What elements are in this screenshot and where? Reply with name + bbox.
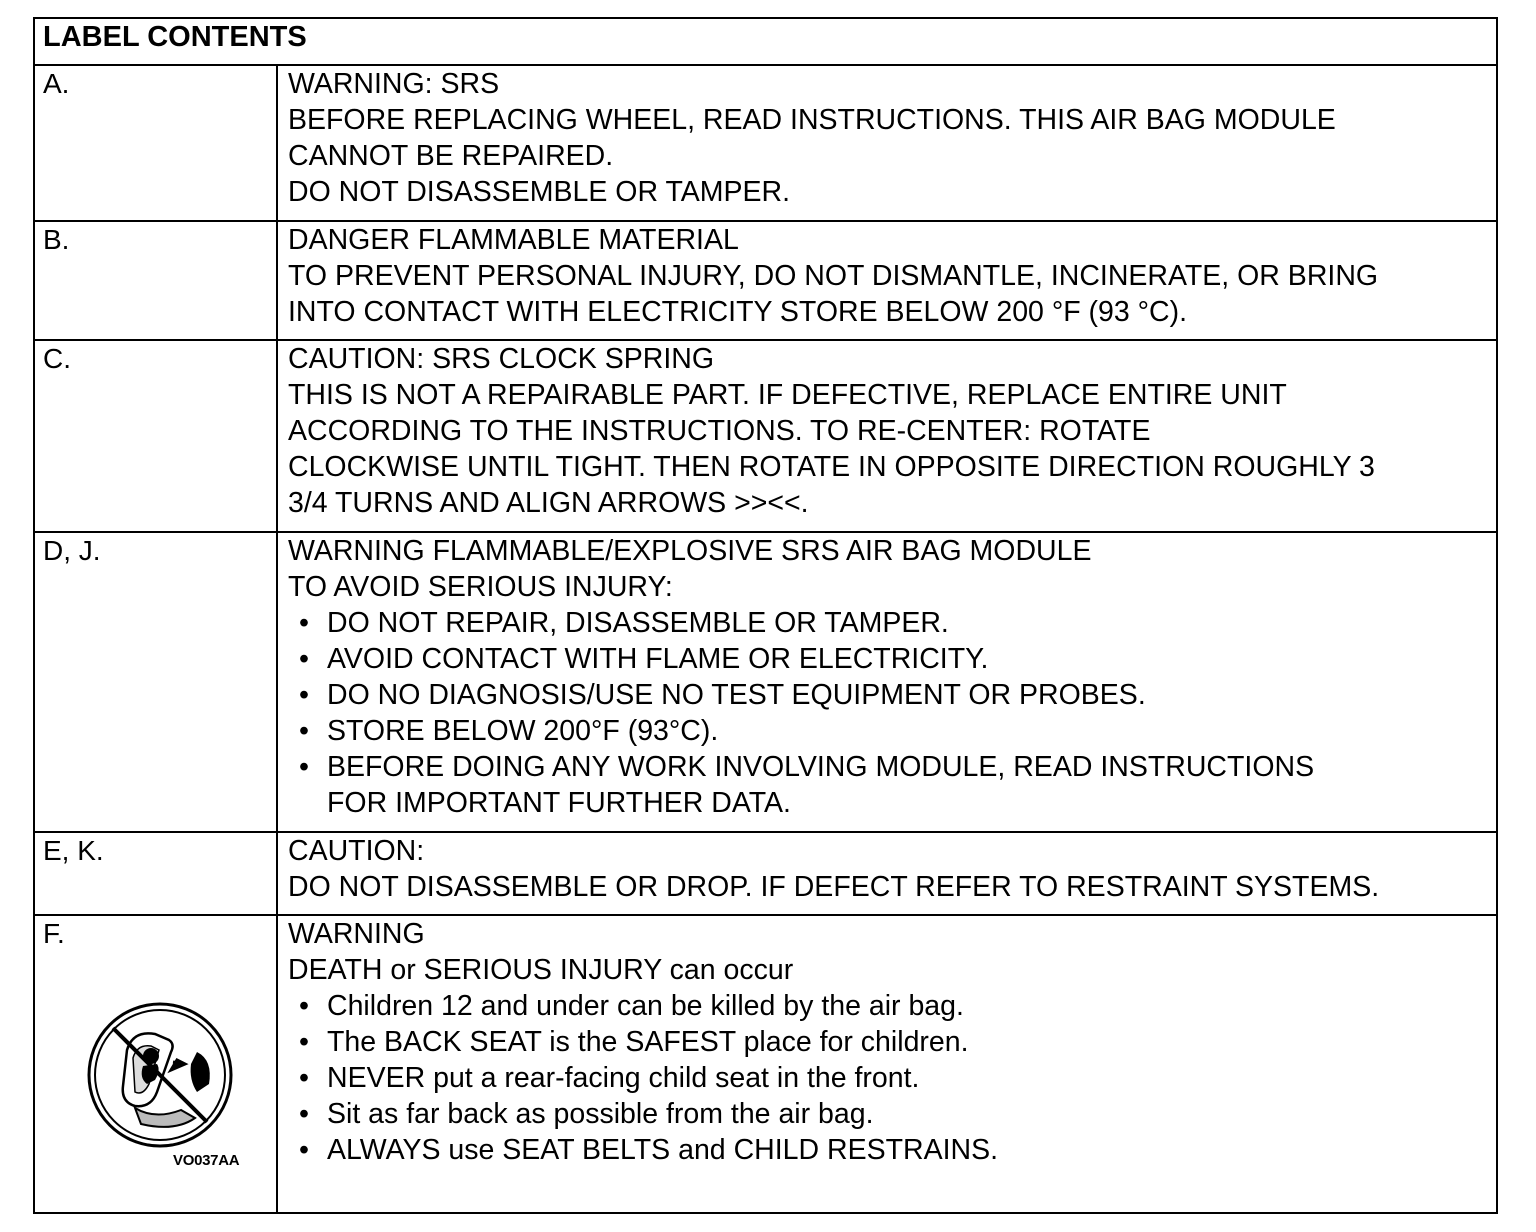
bullet-item [288, 641, 1496, 677]
bullet-item [288, 1024, 1496, 1060]
bullet-text: Children 12 and under can be killed by the air bag. [327, 990, 964, 1022]
row-line: DEATH or SERIOUS INJURY can occur [288, 954, 794, 986]
row-line: WARNING: SRS [288, 68, 500, 100]
bullet-item [288, 749, 1496, 785]
bullet-item [288, 1060, 1496, 1096]
bullet-item [288, 1096, 1496, 1132]
row-line: TO PREVENT PERSONAL INJURY, DO NOT DISMANTLE, INCINERATE, OR BRING [288, 260, 1379, 292]
bullet-text: The BACK SEAT is the SAFEST place for children. [327, 1026, 969, 1058]
table-row-f [35, 916, 1496, 1212]
row-key: B. [35, 222, 278, 339]
table-row-c [35, 341, 1496, 533]
table-header: LABEL CONTENTS [35, 19, 1496, 66]
row-line: 3/4 TURNS AND ALIGN ARROWS >><<. [288, 487, 809, 519]
no-rear-facing-child-seat-icon [85, 1000, 235, 1150]
bullet-icon: • [299, 715, 309, 747]
row-line: CANNOT BE REPAIRED. [288, 140, 614, 172]
bullet-text: DO NOT REPAIR, DISASSEMBLE OR TAMPER. [327, 607, 949, 639]
bullet-icon: • [299, 1062, 309, 1094]
row-key: D, J. [35, 533, 278, 831]
row-line: DO NOT DISASSEMBLE OR DROP. IF DEFECT REFER TO RESTRAINT SYSTEMS. [288, 871, 1380, 903]
row-content [278, 341, 1496, 531]
row-key [35, 916, 278, 1212]
row-key-label: F. [43, 918, 65, 949]
bullet-text: STORE BELOW 200°F (93°C). [327, 715, 719, 747]
bullet-item [288, 677, 1496, 713]
bullet-icon: • [299, 990, 309, 1022]
bullet-item [288, 1132, 1496, 1168]
bullet-icon: • [299, 607, 309, 639]
row-content [278, 66, 1496, 220]
bullet-text: BEFORE DOING ANY WORK INVOLVING MODULE, READ INSTRUCTIONS [327, 751, 1315, 783]
table-row-a [35, 66, 1496, 222]
bullet-text: DO NO DIAGNOSIS/USE NO TEST EQUIPMENT OR PROBES. [327, 679, 1146, 711]
table-row-e-k [35, 833, 1496, 916]
bullet-text: ALWAYS use SEAT BELTS and CHILD RESTRAINS. [327, 1134, 999, 1166]
row-line: TO AVOID SERIOUS INJURY: [288, 571, 673, 603]
row-line: WARNING [288, 918, 425, 950]
row-line: ACCORDING TO THE INSTRUCTIONS. TO RE-CENTER: ROTATE [288, 415, 1151, 447]
table-row-d-j [35, 533, 1496, 833]
row-line: CAUTION: [288, 835, 425, 867]
bullet-icon: • [299, 679, 309, 711]
bullet-icon: • [299, 1134, 309, 1166]
row-key: E, K. [35, 833, 278, 914]
bullet-icon: • [299, 1026, 309, 1058]
row-line: INTO CONTACT WITH ELECTRICITY STORE BELOW 200 °F (93 °C). [288, 296, 1188, 328]
bullet-icon: • [299, 1098, 309, 1130]
bullet-text: NEVER put a rear-facing child seat in the front. [327, 1062, 920, 1094]
bullet-item [288, 713, 1496, 749]
row-content [278, 222, 1496, 339]
row-line: THIS IS NOT A REPAIRABLE PART. IF DEFECTIVE, REPLACE ENTIRE UNIT [288, 379, 1287, 411]
table-row-b [35, 222, 1496, 341]
row-line: DO NOT DISASSEMBLE OR TAMPER. [288, 176, 791, 208]
row-line: WARNING FLAMMABLE/EXPLOSIVE SRS AIR BAG MODULE [288, 535, 1092, 567]
row-content [278, 916, 1496, 1212]
bullet-item [288, 605, 1496, 641]
bullet-text: AVOID CONTACT WITH FLAME OR ELECTRICITY. [327, 643, 989, 675]
row-key: A. [35, 66, 278, 220]
bullet-text: Sit as far back as possible from the air bag. [327, 1098, 874, 1130]
bullet-continuation [288, 785, 1496, 821]
row-content [278, 833, 1496, 914]
row-line: CAUTION: SRS CLOCK SPRING [288, 343, 714, 375]
row-line: DANGER FLAMMABLE MATERIAL [288, 224, 739, 256]
row-line: BEFORE REPLACING WHEEL, READ INSTRUCTIONS. THIS AIR BAG MODULE [288, 104, 1336, 136]
row-line: CLOCKWISE UNTIL TIGHT. THEN ROTATE IN OPPOSITE DIRECTION ROUGHLY 3 [288, 451, 1375, 483]
bullet-item [288, 988, 1496, 1024]
bullet-icon: • [299, 643, 309, 675]
row-key: C. [35, 341, 278, 531]
label-contents-table [33, 17, 1498, 1214]
bullet-text: FOR IMPORTANT FURTHER DATA. [327, 787, 791, 819]
bullet-icon: • [299, 751, 309, 783]
row-content [278, 533, 1496, 831]
icon-code: VO037AA [173, 1152, 240, 1169]
